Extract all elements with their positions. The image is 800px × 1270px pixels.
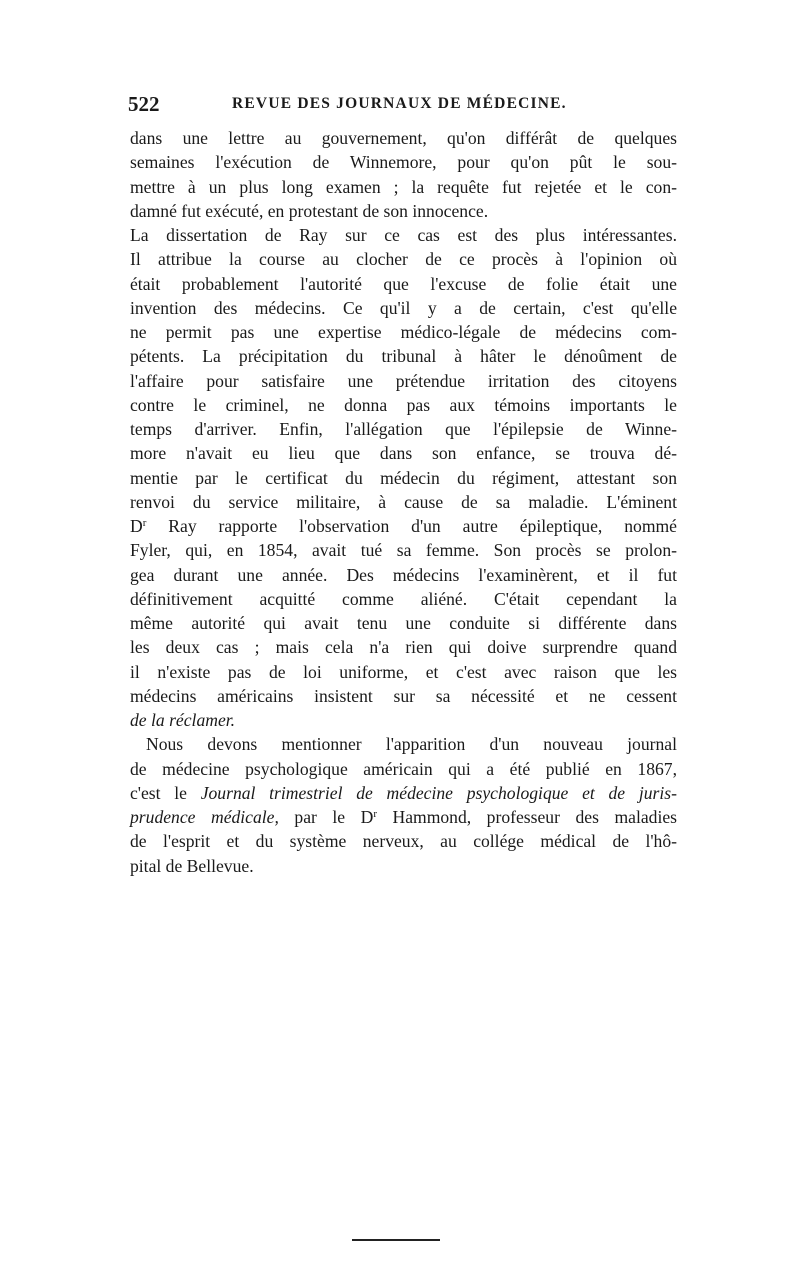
text-line: Nous devons mentionner l'apparition d'un nouveau journal <box>146 734 677 755</box>
text-line: $D^r$ Ray rapporte l'observation d'un autre épileptique, nommé <box>130 516 677 536</box>
text-line: pital de Bellevue. <box>130 855 254 876</box>
text-line: ne permit pas une expertise médico-légale de médecins com- <box>130 322 677 342</box>
text-line: temps d'arriver. Enfin, l'allégation que l'épilepsie de Winne- <box>130 419 677 439</box>
text-line: damné fut exécuté, en protestant de son innocence. <box>130 200 489 221</box>
text-line: renvoi du service militaire, à cause de sa maladie. L'éminent <box>130 491 677 512</box>
text-line: même autorité qui avait tenu une conduite si différente dans <box>130 613 677 633</box>
text-line: mentie par le certificat du médecin du régiment, attestant son <box>130 467 677 488</box>
running-title: REVUE DES JOURNAUX DE MÉDECINE. <box>232 95 567 112</box>
text-line: more n'avait eu lieu que dans son enfance, se trouva dé- <box>130 443 677 464</box>
text-line: l'affaire pour satisfaire une prétendue irritation des citoyens <box>130 370 677 391</box>
text-line: était probablement l'autorité que l'excuse de folie était une <box>130 273 677 294</box>
text-line: les deux cas ; mais cela n'a rien qui doive surprendre quand <box>130 637 677 658</box>
text-line: Il attribue la course au clocher de ce procès à l'opinion où <box>130 249 677 270</box>
text-line: de médecine psychologique américain qui a été publié en 1867, <box>130 758 677 779</box>
text-line: prudence médicale, par le $D^r$ Hammond, professeur des maladies <box>130 807 677 827</box>
text-line: dans une lettre au gouvernement, qu'on différât de quelques <box>130 128 677 148</box>
text-line: La dissertation de Ray sur ce cas est des plus intéressantes. <box>130 225 677 245</box>
text-line: invention des médecins. Ce qu'il y a de certain, c'est qu'elle <box>130 297 677 318</box>
text-line: de la réclamer. <box>130 710 236 730</box>
text-line: gea durant une année. Des médecins l'examinèrent, et il fut <box>130 564 677 585</box>
text-line: pétents. La précipitation du tribunal à hâter le dénoûment de <box>130 346 677 367</box>
section-divider-rule <box>352 1239 440 1241</box>
text-line: de l'esprit et du système nerveux, au collége médical de l'hô- <box>130 831 677 852</box>
page-number: 522 <box>128 92 160 116</box>
page-header <box>128 92 678 116</box>
text-line: c'est le Journal trimestriel de médecine psychologique et de juris- <box>130 782 677 803</box>
dr-abbrev: $D^r$ <box>130 516 147 536</box>
text-line: Fyler, qui, en 1854, avait tué sa femme. Son procès se prolon- <box>130 540 677 561</box>
body-text <box>130 126 677 878</box>
text-line: semaines l'exécution de Winnemore, pour qu'on pût le sou- <box>130 152 677 173</box>
text-line: mettre à un plus long examen ; la requête fut rejetée et le con- <box>130 176 677 197</box>
text-line: il n'existe pas de loi uniforme, et c'est avec raison que les <box>130 661 677 682</box>
text-line: contre le criminel, ne donna pas aux témoins importants le <box>130 394 677 415</box>
text-line: définitivement acquitté comme aliéné. C'était cependant la <box>130 588 677 609</box>
text-line: médecins américains insistent sur sa nécessité et ne cessent <box>130 685 677 706</box>
